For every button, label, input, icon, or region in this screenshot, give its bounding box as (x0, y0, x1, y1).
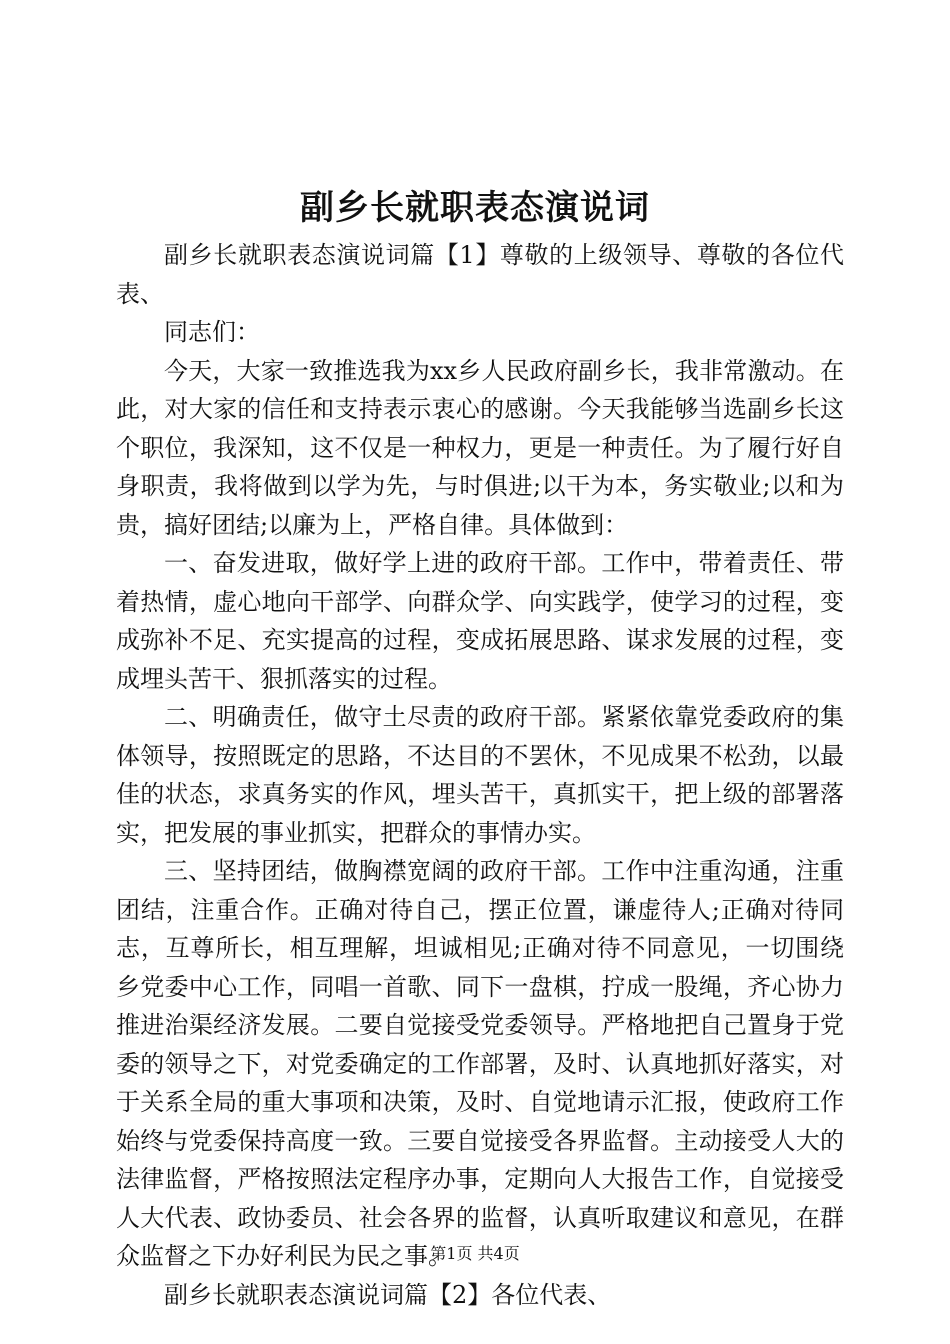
document-title: 副乡长就职表态演说词 (300, 188, 650, 228)
page-number-footer: 第1页 共4页 (430, 1244, 520, 1263)
paragraph-7: 副乡长就职表态演说词篇【2】各位代表、 (164, 1280, 612, 1309)
paragraph-1: 副乡长就职表态演说词篇【1】尊敬的上级领导、尊敬的各位代表、 (116, 241, 844, 308)
paragraph-4: 一、奋发进取，做好学上进的政府干部。工作中，带着责任、带着热情，虚心地向干部学、向群众学、向实践学，使学习的过程，变成弥补不足、充实提高的过程，变成拓展思路、谋求发展的过程，变成埋头苦干、狠抓落实的过程。 (116, 549, 844, 693)
paragraph-6: 三、坚持团结，做胸襟宽阔的政府干部。工作中注重沟通，注重团结，注重合作。正确对待自己，摆正位置，谦虚待人;正确对待同志，互尊所长，相互理解，坦诚相见;正确对待不同意见，一切围绕乡党委中心工作，同唱一首歌、同下一盘棋，拧成一股绳，齐心协力推进治渠经济发展。二要自觉接受党委领导。严格地把自己置身于党委的领导之下，对党委确定的工作部署，及时、认真地抓好落实，对于关系全局的重大事项和决策，及时、自觉地请示汇报，使政府工作始终与党委保持高度一致。三要自觉接受各界监督。主动接受人大的法律监督，严格按照法定程序办事，定期向人大报告工作，自觉接受人大代表、政协委员、社会各界的监督，认真听取建议和意见，在群众监督之下办好利民为民之事。 (116, 857, 844, 1270)
document-body (116, 236, 844, 1314)
paragraph-3: 今天，大家一致推选我为xx乡人民政府副乡长，我非常激动。在此，对大家的信任和支持表示衷心的感谢。今天我能够当选副乡长这个职位，我深知，这不仅是一种权力，更是一种责任。为了履行好自身职责，我将做到以学为先，与时俱进;以干为本，务实敬业;以和为贵，搞好团结;以廉为上，严格自律。具体做到： (116, 356, 844, 539)
paragraph-2: 同志们： (164, 318, 260, 346)
paragraph-5: 二、明确责任，做守土尽责的政府干部。紧紧依靠党委政府的集体领导，按照既定的思路，不达目的不罢休，不见成果不松劲，以最佳的状态，求真务实的作风，埋头苦干，真抓实干，把上级的部署落实，把发展的事业抓实，把群众的事情办实。 (116, 703, 844, 847)
